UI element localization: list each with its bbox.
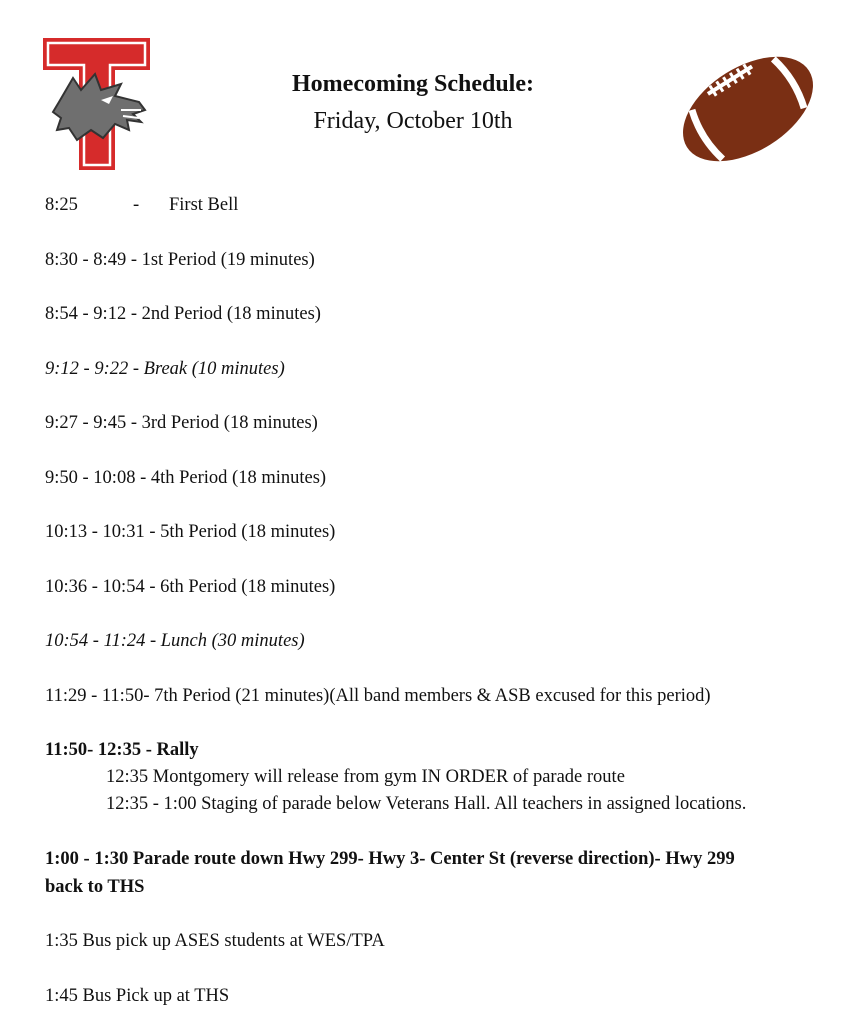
- schedule-activity: First Bell: [169, 195, 239, 215]
- page-title: Homecoming Schedule:: [292, 71, 534, 97]
- schedule-time: 8:25: [45, 195, 78, 215]
- schedule-item: [45, 194, 238, 216]
- schedule-item: 8:54 - 9:12 - 2nd Period (18 minutes): [45, 304, 321, 324]
- schedule-item: 9:27 - 9:45 - 3rd Period (18 minutes): [45, 413, 318, 433]
- schedule-item-break: 9:12 - 9:22 - Break (10 minutes): [45, 359, 285, 379]
- bus-pickup: 1:45 Bus Pick up at THS: [45, 986, 230, 1006]
- parade-route-continued: back to THS: [45, 877, 145, 897]
- rally-note: 12:35 - 1:00 Staging of parade below Veterans Hall. All teachers in assigned locations.: [106, 794, 747, 814]
- rally-note: 12:35 Montgomery will release from gym IN ORDER of parade route: [106, 767, 625, 787]
- schedule-item: 10:13 - 10:31 - 5th Period (18 minutes): [45, 522, 336, 542]
- rally-heading: 11:50- 12:35 - Rally: [45, 740, 199, 760]
- parade-route: 1:00 - 1:30 Parade route down Hwy 299- Hwy 3- Center St (reverse direction)- Hwy 299: [45, 849, 735, 869]
- schedule-item-lunch: 10:54 - 11:24 - Lunch (30 minutes): [45, 631, 305, 651]
- wildcat-t-logo-icon: [43, 38, 150, 170]
- schedule-item: 9:50 - 10:08 - 4th Period (18 minutes): [45, 468, 327, 488]
- schedule-item: 8:30 - 8:49 - 1st Period (19 minutes): [45, 250, 315, 270]
- schedule-separator: -: [133, 195, 140, 215]
- bus-pickup: 1:35 Bus pick up ASES students at WES/TPA: [45, 931, 385, 951]
- schedule-item: 10:36 - 10:54 - 6th Period (18 minutes): [45, 577, 336, 597]
- schedule-item: 11:29 - 11:50- 7th Period (21 minutes)(All band members & ASB excused for this period): [45, 686, 711, 706]
- page-subtitle: Friday, October 10th: [313, 108, 513, 134]
